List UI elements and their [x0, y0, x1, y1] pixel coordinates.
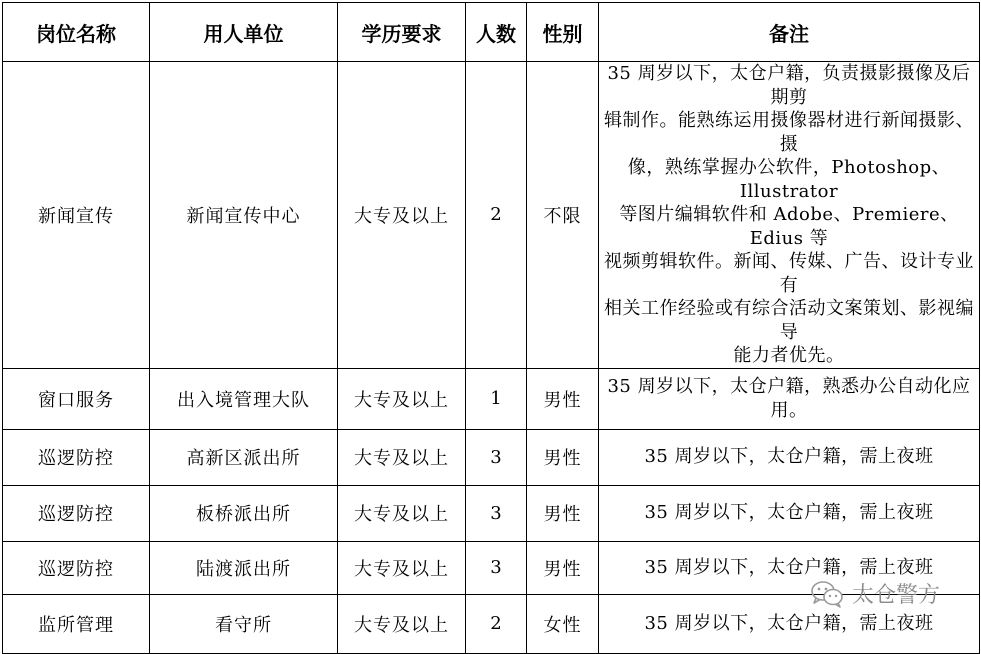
- wechat-icon: [810, 580, 844, 608]
- watermark: [810, 578, 940, 609]
- cell-count: 1: [466, 368, 527, 429]
- table-row: [3, 62, 980, 369]
- cell-education: 大专及以上: [338, 541, 466, 594]
- cell-remark: 35 周岁以下，太仓户籍，需上夜班: [599, 485, 980, 541]
- cell-unit: 出入境管理大队: [150, 368, 338, 429]
- cell-remark: 35 周岁以下，太仓户籍，需上夜班: [599, 541, 980, 594]
- cell-count: 3: [466, 485, 527, 541]
- cell-unit: 陆渡派出所: [150, 541, 338, 594]
- remark-line: 等图片编辑软件和 Adobe、Premiere、Edius 等: [619, 204, 959, 249]
- cell-remark: 35 周岁以下，太仓户籍，需上夜班: [599, 594, 980, 653]
- cell-education: 大专及以上: [338, 429, 466, 485]
- remark-line: 相关工作经验或有综合活动文案策划、影视编导: [604, 298, 974, 343]
- table-row: [3, 368, 980, 429]
- header-remark: 备注: [599, 3, 980, 62]
- cell-education: 大专及以上: [338, 62, 466, 369]
- cell-position: 监所管理: [3, 594, 150, 653]
- cell-unit: 新闻宣传中心: [150, 62, 338, 369]
- cell-gender: 男性: [527, 368, 599, 429]
- cell-remark: [599, 62, 980, 369]
- cell-count: 3: [466, 541, 527, 594]
- cell-count: 2: [466, 594, 527, 653]
- cell-remark: 35 周岁以下，太仓户籍，需上夜班: [599, 429, 980, 485]
- remark-line: 辑制作。能熟练运用摄像器材进行新闻摄影、摄: [604, 110, 974, 155]
- cell-unit: 看守所: [150, 594, 338, 653]
- cell-gender: 女性: [527, 594, 599, 653]
- cell-position: 窗口服务: [3, 368, 150, 429]
- cell-gender: 男性: [527, 485, 599, 541]
- cell-education: 大专及以上: [338, 485, 466, 541]
- cell-education: 大专及以上: [338, 594, 466, 653]
- table-row: [3, 485, 980, 541]
- cell-position: 巡逻防控: [3, 541, 150, 594]
- cell-gender: 男性: [527, 429, 599, 485]
- cell-count: 2: [466, 62, 527, 369]
- cell-remark: 35 周岁以下，太仓户籍，熟悉办公自动化应用。: [599, 368, 980, 429]
- cell-gender: 男性: [527, 541, 599, 594]
- header-count: 人数: [466, 3, 527, 62]
- header-position: 岗位名称: [3, 3, 150, 62]
- cell-education: 大专及以上: [338, 368, 466, 429]
- table-row: [3, 429, 980, 485]
- header-gender: 性别: [527, 3, 599, 62]
- watermark-text: 太仓警方: [852, 583, 941, 608]
- cell-unit: 高新区派出所: [150, 429, 338, 485]
- remark-line: 视频剪辑软件。新闻、传媒、广告、设计专业有: [604, 251, 974, 296]
- cell-position: 巡逻防控: [3, 429, 150, 485]
- cell-position: 巡逻防控: [3, 485, 150, 541]
- cell-count: 3: [466, 429, 527, 485]
- cell-position: 新闻宣传: [3, 62, 150, 369]
- header-education: 学历要求: [338, 3, 466, 62]
- header-unit: 用人单位: [150, 3, 338, 62]
- remark-line: 35 周岁以下，太仓户籍，负责摄影摄像及后期剪: [607, 63, 971, 108]
- recruitment-table: [2, 2, 980, 654]
- cell-unit: 板桥派出所: [150, 485, 338, 541]
- remark-line: 能力者优先。: [733, 345, 845, 366]
- remark-line: 像，熟练掌握办公软件，Photoshop、Illustrator: [627, 157, 951, 202]
- cell-gender: 不限: [527, 62, 599, 369]
- table-header-row: [3, 3, 980, 62]
